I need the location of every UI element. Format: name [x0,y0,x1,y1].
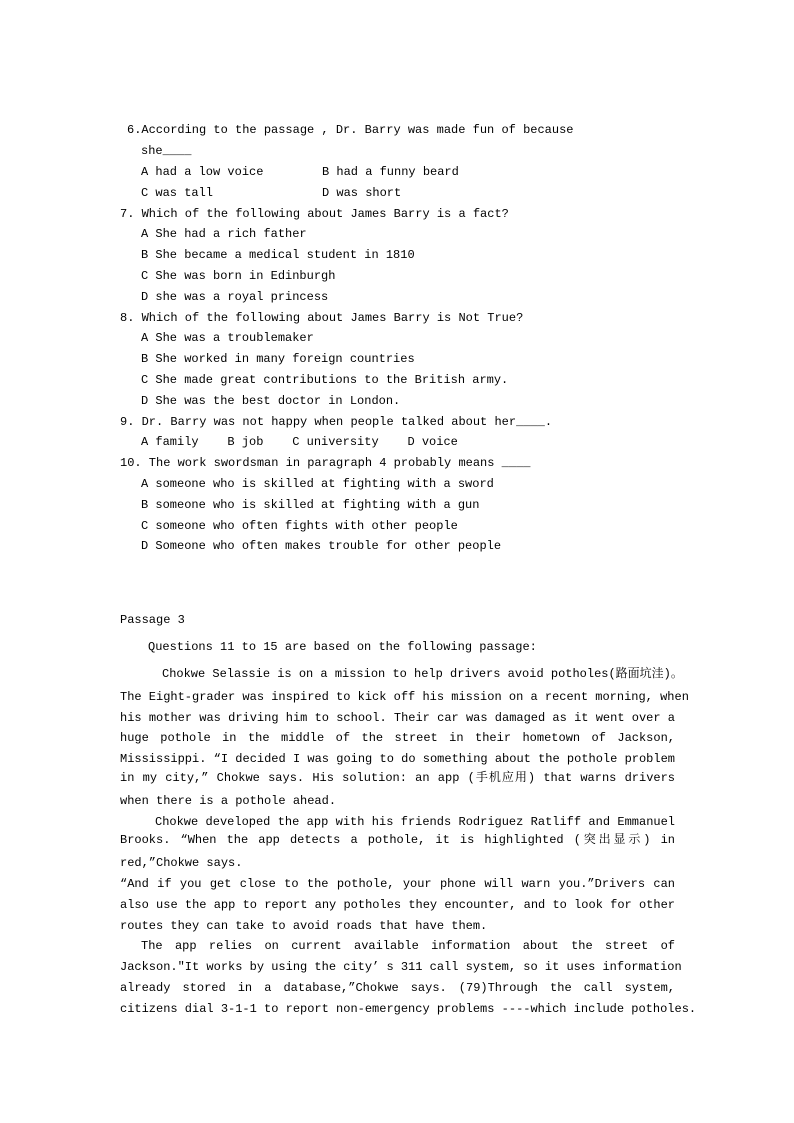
q8-stem: 8. Which of the following about James Barry is Not True? [120,311,524,325]
passage-line: Chokwe developed the app with his friends Rodriguez Ratliff and Emmanuel [155,815,675,829]
q6-option-c: C was tall [141,186,214,200]
q7-option-d: D she was a royal princess [141,290,329,304]
q6-stem: 6.According to the passage , Dr. Barry was made fun of because [127,123,574,137]
passage-line: The app relies on current available information about the street of [141,939,675,953]
q10-stem: 10. The work swordsman in paragraph 4 probably means ____ [120,456,531,470]
passage-line: Mississippi. “I decided I was going to do something about the pothole problem [120,752,675,766]
q8-option-d: D She was the best doctor in London. [141,394,401,408]
q10-option-c: C someone who often fights with other people [141,519,458,533]
passage-line: The Eight-grader was inspired to kick off his mission on a recent morning, when [120,690,689,704]
q7-option-a: A She had a rich father [141,227,307,241]
passage-line: his mother was driving him to school. Their car was damaged as it went over a [120,711,675,725]
q6-option-d: D was short [322,186,402,200]
q7-option-c: C She was born in Edinburgh [141,269,336,283]
passage-heading: Passage 3 [120,613,185,627]
q7-stem: 7. Which of the following about James Barry is a fact? [120,207,509,221]
q6-option-b: B had a funny beard [322,165,459,179]
passage-line: huge pothole in the middle of the street in their hometown of Jackson, [120,731,675,745]
q8-option-a: A She was a troublemaker [141,331,314,345]
q10-option-d: D Someone who often makes trouble for other people [141,539,502,553]
passage-line: already stored in a database,”Chokwe says. (79)Through the call system, [120,981,675,995]
q7-option-b: B She became a medical student in 1810 [141,248,415,262]
q9-options: A family B job C university D voice [141,435,458,449]
q8-option-b: B She worked in many foreign countries [141,352,415,366]
passage-instruction: Questions 11 to 15 are based on the following passage: [148,640,537,654]
q8-option-c: C She made great contributions to the British army. [141,373,509,387]
q6-option-a: A had a low voice [141,165,264,179]
passage-line: routes they can take to avoid roads that have them. [120,919,488,933]
passage-line: “And if you get close to the pothole, your phone will warn you.”Drivers can [120,877,675,891]
q10-option-b: B someone who is skilled at fighting with a gun [141,498,480,512]
passage-line: citizens dial 3-1-1 to report non-emergency problems ----which include potholes. [120,1002,697,1016]
q6-stem-cont: she____ [141,144,192,158]
q10-option-a: A someone who is skilled at fighting with a sword [141,477,494,491]
passage-line: Chokwe Selassie is on a mission to help drivers avoid potholes(路面坑洼)。 [162,667,683,681]
passage-line: Jackson.″It works by using the city’ s 311 call system, so it uses information [120,960,682,974]
passage-line: red,”Chokwe says. [120,856,243,870]
passage-line: in my city,” Chokwe says. His solution: an app (手机应用) that warns drivers [120,771,675,785]
q9-stem: 9. Dr. Barry was not happy when people talked about her____. [120,415,553,429]
passage-line: Brooks. “When the app detects a pothole, it is highlighted (突出显示) in [120,833,675,847]
passage-line: also use the app to report any potholes they encounter, and to look for other [120,898,675,912]
passage-line: when there is a pothole ahead. [120,794,337,808]
